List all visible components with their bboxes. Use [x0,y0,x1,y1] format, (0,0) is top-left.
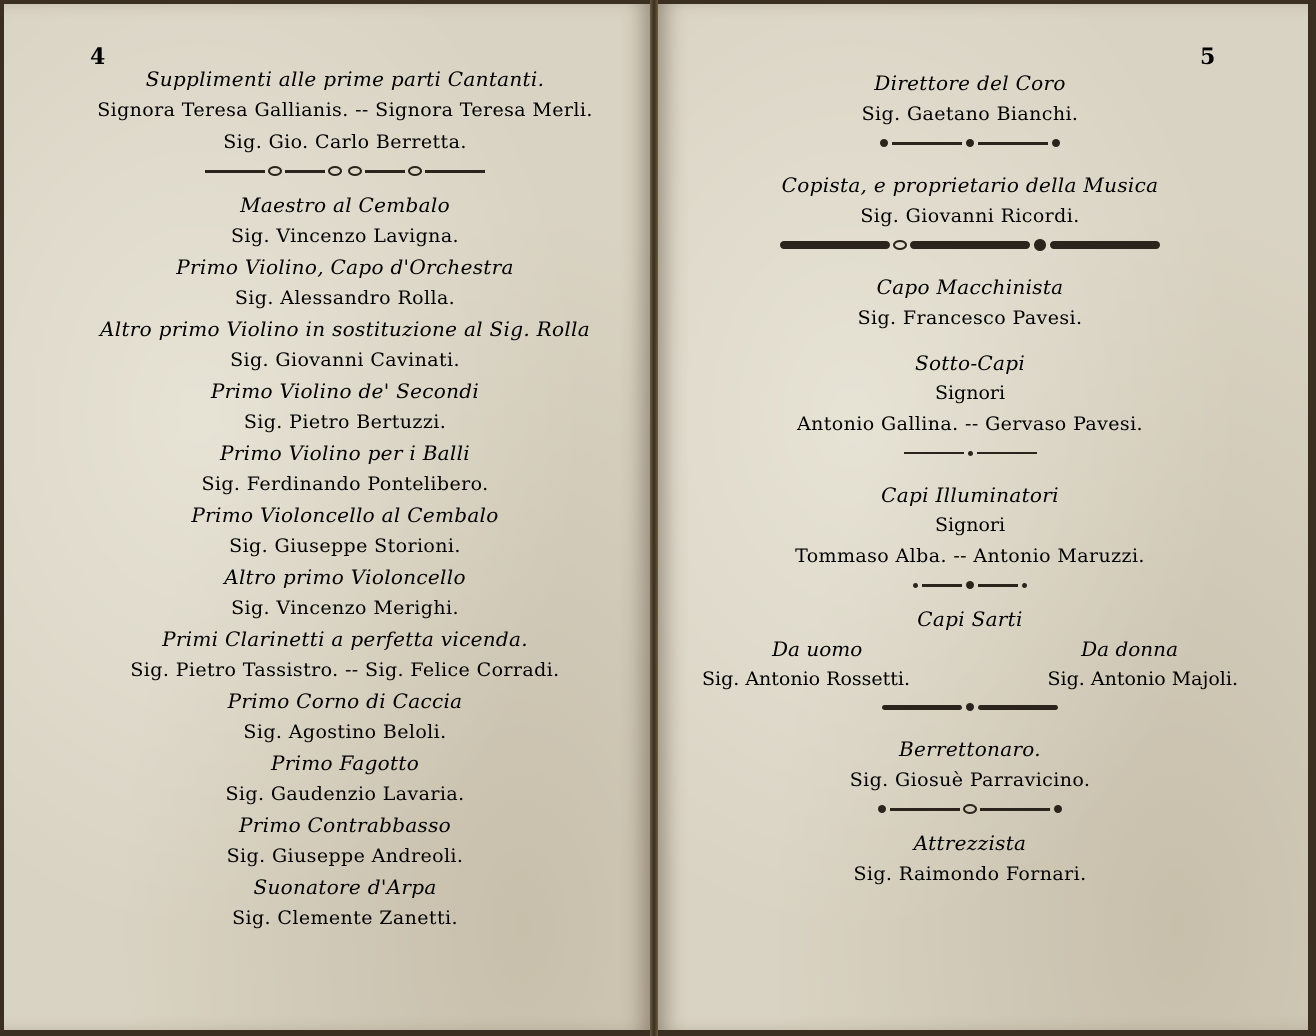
berrettonaro-role: Berrettonaro. [899,737,1041,761]
page-number-right: 5 [1200,44,1216,70]
sarti-uomo-label: Da uomo [772,637,863,661]
entry-name: Sig. Gaudenzio Lavaria. [225,783,465,805]
entry-role: Suonatore d'Arpa [253,875,437,899]
sarti-role: Capi Sarti [917,607,1023,631]
entry-name: Sig. Alessandro Rolla. [234,287,456,309]
berrettonaro-name: Sig. Giosuè Parravicino. [849,769,1091,791]
copista-name: Sig. Giovanni Ricordi. [860,205,1080,227]
entry-name: Sig. Giuseppe Andreoli. [226,845,464,867]
entry-role: Primi Clarinetti a perfetta vicenda. [162,627,528,651]
ornament-divider [680,572,1260,598]
ornament-divider [60,158,630,184]
attrezzista-role: Attrezzista [913,831,1027,855]
entry-role: Altro primo Violino in sostituzione al Sig. Rolla [100,317,590,341]
entry-name: Sig. Vincenzo Merighi. [231,597,459,619]
entry-name: Sig. Pietro Tassistro. -- Sig. Felice Corradi. [130,659,560,681]
entry-name: Sig. Vincenzo Lavigna. [231,225,459,247]
page-number-left: 4 [90,44,106,70]
macchinista-role: Capo Macchinista [876,275,1064,299]
sarti-donna-label: Da donna [1081,637,1178,661]
entry-role: Altro primo Violoncello [224,565,466,589]
header-role: Supplimenti alle prime parti Cantanti. [145,67,545,91]
left-column [60,64,630,934]
illuminatori-role: Capi Illuminatori [881,483,1059,507]
copista-role: Copista, e proprietario della Musica [781,173,1159,197]
sottocapi-role: Sotto-Capi [914,351,1026,375]
header-names: Signora Teresa Gallianis. -- Signora Teresa Merli. [97,99,593,121]
entry-name: Sig. Giovanni Cavinati. [230,349,460,371]
sarti-names [680,664,1260,694]
sarti-uomo-name: Sig. Antonio Rossetti. [702,668,911,690]
sottocapi-signori: Signori [934,382,1006,404]
coro-role: Direttore del Coro [874,71,1066,95]
entry-role: Maestro al Cembalo [240,193,450,217]
entry-role: Primo Violino de' Secondi [210,379,480,403]
entry-name: Sig. Ferdinando Pontelibero. [201,473,489,495]
header-name-2: Sig. Gio. Carlo Berretta. [223,131,467,153]
entry-name: Sig. Pietro Bertuzzi. [243,411,447,433]
illuminatori-names: Tommaso Alba. -- Antonio Maruzzi. [795,545,1145,567]
entry-name: Sig. Agostino Beloli. [243,721,447,743]
entry-role: Primo Violino per i Balli [220,441,470,465]
entry-role: Primo Corno di Caccia [227,689,463,713]
entry-role: Primo Contrabbasso [238,813,452,837]
right-column [680,68,1260,890]
entry-name: Sig. Clemente Zanetti. [232,907,458,929]
entry-role: Primo Fagotto [270,751,420,775]
entry-role: Primo Violino, Capo d'Orchestra [176,255,514,279]
macchinista-name: Sig. Francesco Pavesi. [857,307,1083,329]
entry-name: Sig. Giuseppe Storioni. [229,535,461,557]
ornament-divider [680,440,1260,466]
sottocapi-names: Antonio Gallina. -- Gervaso Pavesi. [797,413,1143,435]
illuminatori-signori: Signori [934,514,1006,536]
attrezzista-name: Sig. Raimondo Fornari. [853,863,1087,885]
ornament-divider [680,694,1260,720]
ornament-divider [680,130,1260,156]
book-gutter [650,0,658,1036]
sarti-donna-name: Sig. Antonio Majoli. [1047,668,1238,690]
entry-role: Primo Violoncello al Cembalo [191,503,499,527]
ornament-divider [680,232,1260,258]
ornament-divider [680,796,1260,822]
sarti-labels [680,634,1260,664]
coro-name: Sig. Gaetano Bianchi. [861,103,1079,125]
